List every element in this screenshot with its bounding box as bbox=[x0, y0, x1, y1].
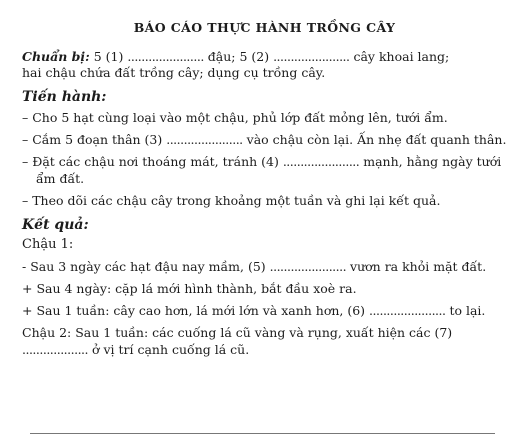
blank-5: ...................... bbox=[269, 259, 347, 274]
preparation-line-2: hai chậu chứa đất trồng cây; dụng cụ trồng cây. bbox=[22, 65, 326, 80]
blank-4: ...................... bbox=[282, 154, 360, 169]
bottom-divider bbox=[30, 433, 495, 434]
blank-1: ...................... bbox=[127, 49, 204, 64]
procedure-step-3 bbox=[22, 153, 507, 187]
blank-7: ................... bbox=[22, 342, 88, 357]
result-line-3 bbox=[22, 302, 507, 319]
procedure-step-4: – Theo dõi các chậu cây trong khoảng một tuần và ghi lại kết quả. bbox=[22, 193, 441, 208]
procedure-heading: Tiến hành: bbox=[22, 89, 107, 105]
pot-2-result bbox=[22, 324, 507, 358]
result3-text-a: + Sau 1 tuần: cây cao hơn, lá mới lớn và xanh hơn, (6) bbox=[22, 303, 370, 318]
result3-text-b: to lại. bbox=[445, 303, 486, 318]
step3-text-b: mạnh, hằng ngày tưới ẩm đất. bbox=[36, 154, 502, 186]
step2-text-b: vào chậu còn lại. Ấn nhẹ đất quanh thân. bbox=[242, 132, 507, 147]
preparation-text-c: cây khoai lang; bbox=[349, 49, 450, 64]
result1-text-a: - Sau 3 ngày các hạt đậu nay mầm, (5) bbox=[22, 259, 270, 274]
preparation-text-a: 5 (1) bbox=[89, 49, 128, 64]
step2-text-a: – Cắm 5 đoạn thân (3) bbox=[22, 132, 167, 147]
pot-1-label: Chậu 1: bbox=[22, 237, 74, 252]
result1-text-b: vươn ra khỏi mặt đất. bbox=[346, 259, 487, 274]
procedure-step-1: – Cho 5 hạt cùng loại vào một chậu, phủ lớp đất mỏng lên, tưới ẩm. bbox=[22, 110, 448, 125]
pot2-text-b: ở vị trí cạnh cuống lá cũ. bbox=[88, 342, 250, 357]
preparation-paragraph bbox=[22, 49, 507, 81]
blank-6: ...................... bbox=[369, 303, 446, 318]
page-title: BÁO CÁO THỰC HÀNH TRỒNG CÂY bbox=[133, 20, 396, 35]
preparation-label: Chuẩn bị: bbox=[22, 49, 90, 64]
result-line-1 bbox=[22, 258, 507, 275]
pot2-text-a: Chậu 2: Sau 1 tuần: các cuống lá cũ vàng và rụng, xuất hiện các (7) bbox=[22, 325, 453, 340]
result-line-2: + Sau 4 ngày: cặp lá mới hình thành, bắt đầu xoè ra. bbox=[22, 281, 357, 296]
blank-2: ...................... bbox=[273, 49, 350, 64]
procedure-step-2 bbox=[22, 131, 507, 148]
preparation-text-b: đậu; 5 (2) bbox=[203, 49, 274, 64]
blank-3: ...................... bbox=[166, 132, 243, 147]
step3-text-a: – Đặt các chậu nơi thoáng mát, tránh (4) bbox=[22, 154, 283, 169]
results-heading: Kết quả: bbox=[22, 217, 89, 233]
